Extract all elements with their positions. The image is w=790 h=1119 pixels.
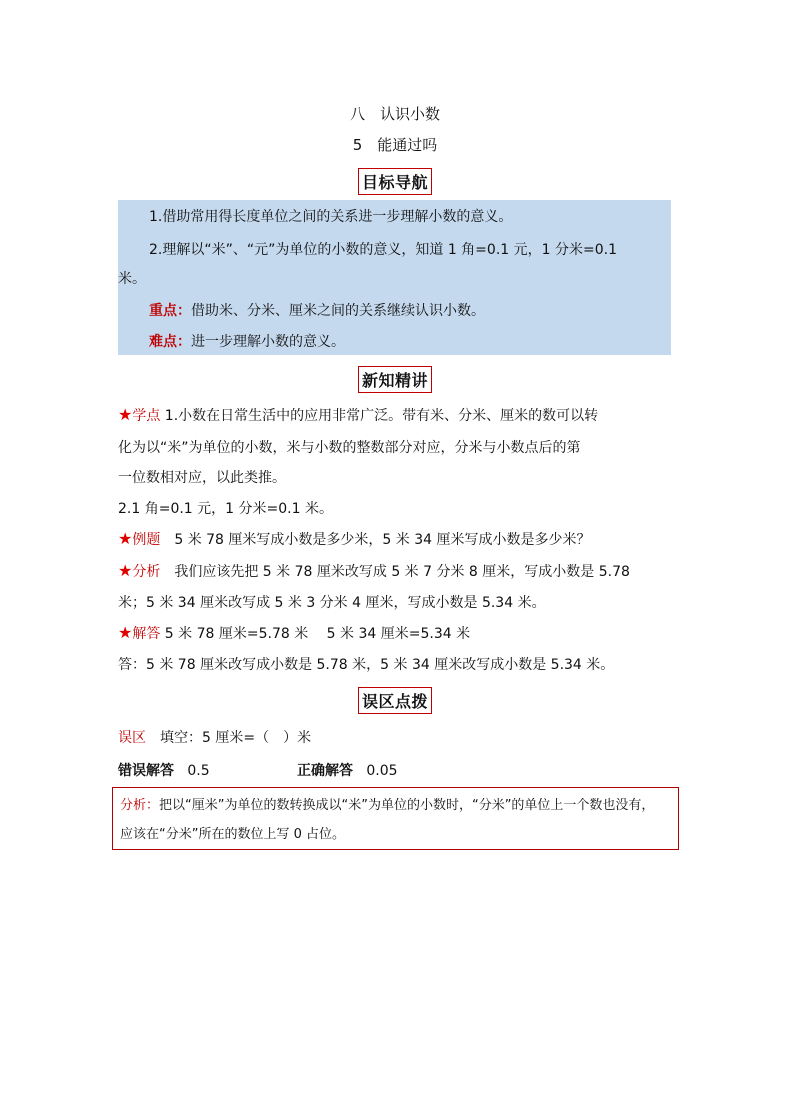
mistake-analysis-label: 分析： [120, 798, 160, 813]
analysis-text-1: 我们应该先把 5 米 78 厘米改写成 5 米 7 分米 8 厘米，写成小数是 5.78 [160, 564, 630, 580]
answer-label: 解答 [132, 626, 161, 642]
newknowledge-title: 新知精讲 [358, 366, 432, 393]
mistake-zone-line [118, 727, 311, 747]
newknowledge-title-wrap [0, 366, 790, 393]
star-icon: ★ [118, 623, 133, 642]
star-icon: ★ [118, 529, 133, 548]
unit-heading: 八 认识小数 [349, 105, 440, 123]
answer-text: 5 米 78 厘米=5.78 米 5 米 34 厘米=5.34 米 [160, 626, 471, 642]
example-text: 5 米 78 厘米写成小数是多少米，5 米 34 厘米写成小数是多少米？ [160, 532, 591, 548]
right-answer [297, 760, 398, 780]
right-value: 0.05 [366, 763, 398, 779]
wrong-value: 0.5 [187, 763, 210, 779]
mistake-analysis-line-1 [120, 794, 654, 813]
difficult-label: 难点： [149, 334, 191, 350]
star-icon: ★ [118, 561, 133, 580]
goal-item-2: 2.理解以“米”、“元”为单位的小数的意义，知道 1 角=0.1 元，1 分米=0.1 [149, 242, 617, 258]
point-label: 学点 [132, 408, 161, 424]
goal-item-2-cont: 米。 [118, 271, 146, 287]
wrong-label: 错误解答 [118, 763, 174, 779]
difficult-text: 进一步理解小数的意义。 [191, 334, 345, 350]
point-text-1: 1.小数在日常生活中的应用非常广泛。带有米、分米、厘米的数可以转 [160, 408, 599, 424]
final-answer: 答：5 米 78 厘米改写成小数是 5.78 米，5 米 34 厘米改写成小数是 5.34 米。 [118, 657, 615, 673]
zone-label: 误区 [118, 730, 146, 746]
point-2: 2.1 角=0.1 元，1 分米=0.1 米。 [118, 501, 333, 517]
answer-line [118, 623, 470, 643]
key-label: 重点： [149, 303, 191, 319]
point-line-3: 一位数相对应，以此类推。 [118, 470, 286, 486]
wrong-answer [118, 760, 210, 780]
mistakes-title: 误区点拨 [358, 687, 432, 714]
mistake-analysis-line-2: 应该在“分米”所在的数位上写 0 占位。 [120, 827, 346, 842]
goals-title: 目标导航 [358, 168, 432, 195]
point-line-1 [118, 405, 598, 425]
goal-item-1: 1.借助常用得长度单位之间的关系进一步理解小数的意义。 [149, 209, 513, 225]
goals-title-wrap [0, 168, 790, 195]
zone-text: 填空：5 厘米=（ ）米 [146, 730, 312, 746]
point-line-2: 化为以“米”为单位的小数，米与小数的整数部分对应，分米与小数点后的第 [118, 440, 581, 456]
analysis-label: 分析 [132, 564, 161, 580]
key-point [149, 300, 485, 320]
example-line [118, 529, 591, 549]
example-label: 例题 [132, 532, 161, 548]
star-icon: ★ [118, 405, 133, 424]
mistake-analysis-text-1: 把以“厘米”为单位的数转换成以“米”为单位的小数时，“分米”的单位上一个数也没有， [159, 798, 655, 813]
key-text: 借助米、分米、厘米之间的关系继续认识小数。 [191, 303, 485, 319]
analysis-line-2: 米；5 米 34 厘米改写成 5 米 3 分米 4 厘米，写成小数是 5.34 米。 [118, 595, 546, 611]
right-label: 正确解答 [297, 763, 353, 779]
analysis-line-1 [118, 561, 630, 581]
mistakes-title-wrap [0, 687, 790, 714]
difficult-point [149, 331, 345, 351]
lesson-heading: 5 能通过吗 [352, 136, 438, 154]
mistake-analysis-box [112, 787, 679, 850]
